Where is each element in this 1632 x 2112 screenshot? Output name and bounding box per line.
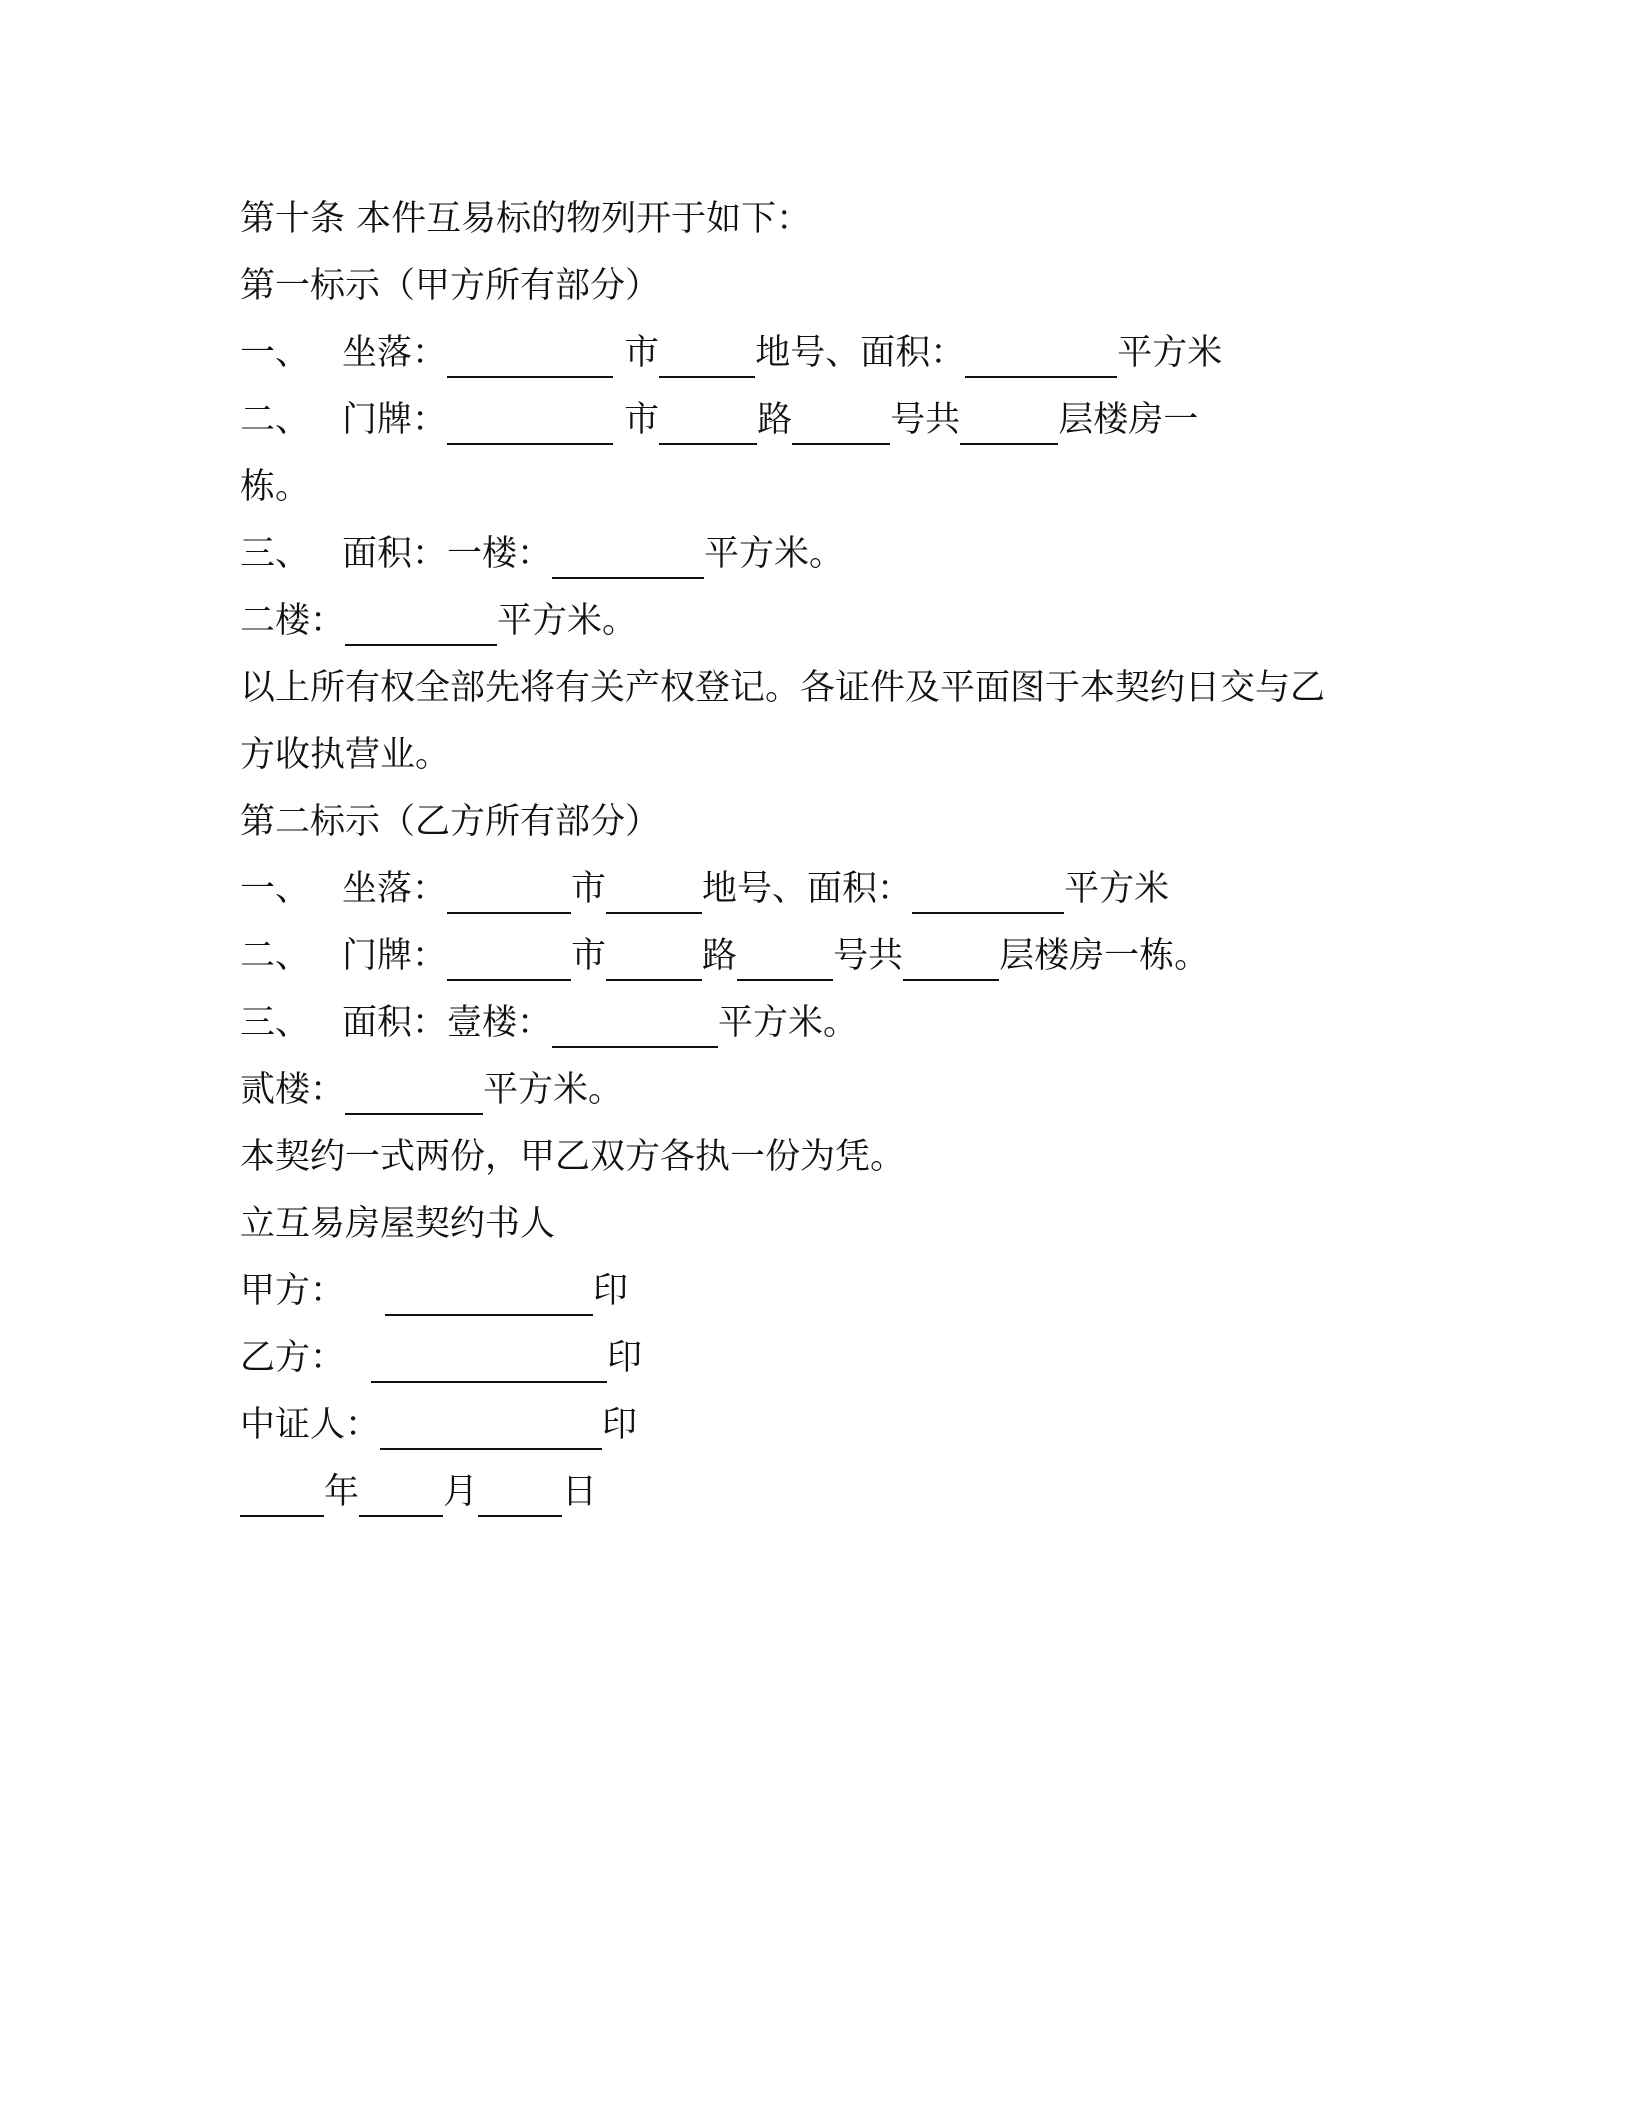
lot-area-text: 地号、面积： xyxy=(702,869,913,909)
witness-signature-blank[interactable] xyxy=(380,1402,602,1450)
floor2-label: 二楼： xyxy=(240,601,346,641)
article-heading xyxy=(240,186,1400,253)
year-blank[interactable] xyxy=(240,1469,324,1517)
floors-blank[interactable] xyxy=(960,397,1058,445)
first-floor2-row xyxy=(240,588,1400,655)
first-location-row xyxy=(240,320,1400,387)
number-text: 号共 xyxy=(833,936,904,976)
first-schedule-title-text: 第一标示（甲方所有部分） xyxy=(240,266,661,306)
month-blank[interactable] xyxy=(359,1469,443,1517)
seal-text: 印 xyxy=(593,1271,629,1311)
closing-line xyxy=(240,1124,1400,1191)
address-label: 门牌： xyxy=(342,400,448,440)
second-address-row xyxy=(240,923,1400,990)
document-page xyxy=(240,186,1400,1526)
unit-text: 平方米 xyxy=(1064,869,1170,909)
item-number: 三、 xyxy=(240,1003,311,1043)
second-schedule-title xyxy=(240,789,1400,856)
day-text: 日 xyxy=(562,1472,598,1512)
second-location-row xyxy=(240,856,1400,923)
unit-text: 平方米。 xyxy=(483,1070,624,1110)
item-number: 一、 xyxy=(240,333,311,373)
party-a-row xyxy=(240,1258,1400,1325)
city-text: 市 xyxy=(624,400,660,440)
floor1-area-blank[interactable] xyxy=(552,1000,718,1048)
seal-text: 印 xyxy=(607,1338,643,1378)
year-text: 年 xyxy=(324,1472,360,1512)
road-blank[interactable] xyxy=(737,933,833,981)
unit-text: 平方米。 xyxy=(718,1003,859,1043)
witness-label: 中证人： xyxy=(240,1405,381,1445)
location-blank[interactable] xyxy=(447,330,613,378)
area-floor1-label: 面积：壹楼： xyxy=(342,1003,553,1043)
area-blank[interactable] xyxy=(965,330,1117,378)
item-number: 三、 xyxy=(240,534,311,574)
address-blank[interactable] xyxy=(447,397,613,445)
city-text: 市 xyxy=(571,936,607,976)
second-floor2-row xyxy=(240,1057,1400,1124)
first-address-row xyxy=(240,387,1400,454)
party-b-row xyxy=(240,1325,1400,1392)
address-label: 门牌： xyxy=(342,936,448,976)
day-blank[interactable] xyxy=(478,1469,562,1517)
location-label: 坐落： xyxy=(342,333,448,373)
article-heading-text: 第十条 本件互易标的物列开于如下： xyxy=(240,199,812,239)
date-row xyxy=(240,1459,1400,1526)
unit-text: 平方米。 xyxy=(497,601,638,641)
floors-blank[interactable] xyxy=(903,933,999,981)
city-blank[interactable] xyxy=(606,866,702,914)
location-label: 坐落： xyxy=(342,869,448,909)
party-b-label: 乙方： xyxy=(240,1338,346,1378)
month-text: 月 xyxy=(443,1472,479,1512)
area-blank[interactable] xyxy=(912,866,1064,914)
second-area-row xyxy=(240,990,1400,1057)
city-blank[interactable] xyxy=(659,397,757,445)
road-text: 路 xyxy=(757,400,793,440)
location-blank[interactable] xyxy=(447,866,571,914)
signatures-title xyxy=(240,1191,1400,1258)
city-text: 市 xyxy=(571,869,607,909)
item-number: 二、 xyxy=(240,936,311,976)
party-b-signature-blank[interactable] xyxy=(371,1335,607,1383)
lot-area-text: 地号、面积： xyxy=(755,333,966,373)
registration-note-text: 以上所有权全部先将有关产权登记。各证件及平面图于本契约日交与乙 xyxy=(240,668,1326,708)
road-text: 路 xyxy=(702,936,738,976)
registration-note-line1 xyxy=(240,655,1400,722)
signatures-title-text: 立互易房屋契约书人 xyxy=(240,1204,556,1244)
building-text: 栋。 xyxy=(240,467,311,507)
party-a-signature-blank[interactable] xyxy=(385,1268,593,1316)
first-schedule-title xyxy=(240,253,1400,320)
floor2-label: 贰楼： xyxy=(240,1070,346,1110)
floors-text: 层楼房一栋。 xyxy=(999,936,1210,976)
city-text: 市 xyxy=(624,333,660,373)
witness-row xyxy=(240,1392,1400,1459)
floor2-area-blank[interactable] xyxy=(345,1067,483,1115)
first-address-row-cont xyxy=(240,454,1400,521)
seal-text: 印 xyxy=(602,1405,638,1445)
registration-note-text: 方收执营业。 xyxy=(240,735,451,775)
unit-text: 平方米 xyxy=(1117,333,1223,373)
item-number: 一、 xyxy=(240,869,311,909)
floors-text: 层楼房一 xyxy=(1058,400,1199,440)
second-schedule-title-text: 第二标示（乙方所有部分） xyxy=(240,802,661,842)
floor2-area-blank[interactable] xyxy=(345,598,497,646)
area-floor1-label: 面积：一楼： xyxy=(342,534,553,574)
city-blank[interactable] xyxy=(606,933,702,981)
number-text: 号共 xyxy=(890,400,961,440)
city-blank[interactable] xyxy=(659,330,755,378)
first-area-row xyxy=(240,521,1400,588)
closing-text: 本契约一式两份，甲乙双方各执一份为凭。 xyxy=(240,1137,906,1177)
address-blank[interactable] xyxy=(447,933,571,981)
floor1-area-blank[interactable] xyxy=(552,531,704,579)
party-a-label: 甲方： xyxy=(240,1271,346,1311)
unit-text: 平方米。 xyxy=(704,534,845,574)
item-number: 二、 xyxy=(240,400,311,440)
road-blank[interactable] xyxy=(792,397,890,445)
registration-note-line2 xyxy=(240,722,1400,789)
